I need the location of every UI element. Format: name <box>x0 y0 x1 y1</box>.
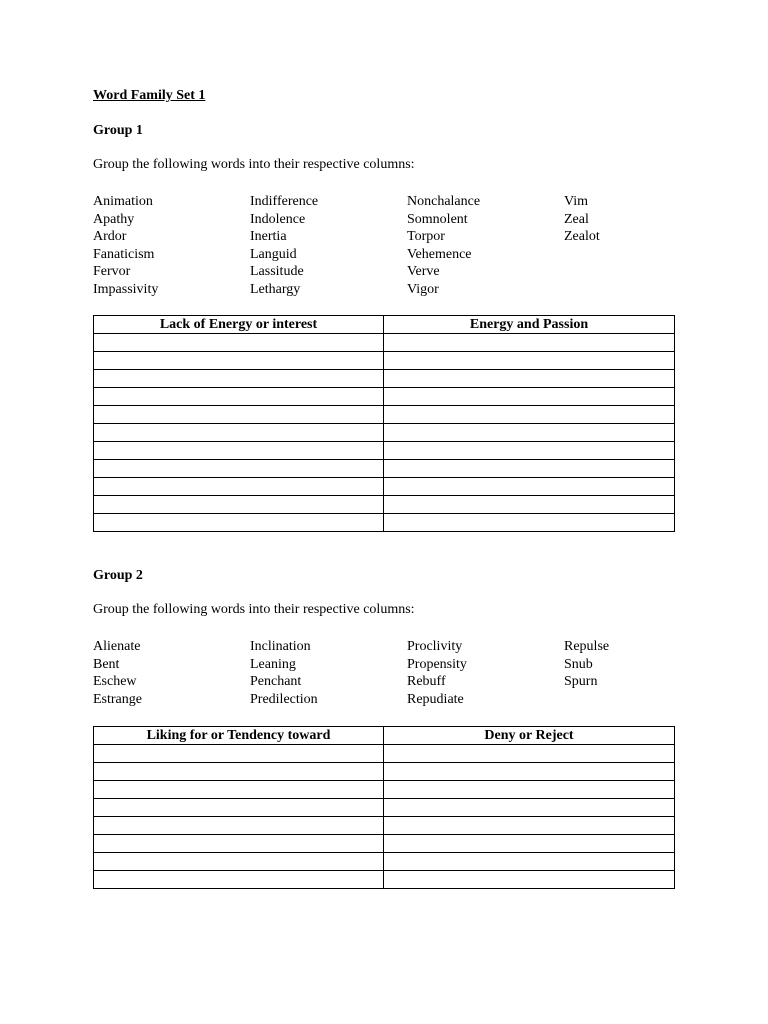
table-row <box>94 334 675 352</box>
answer-cell[interactable] <box>94 817 384 835</box>
answer-cell[interactable] <box>94 781 384 799</box>
answer-cell[interactable] <box>384 478 675 496</box>
answer-cell[interactable] <box>384 370 675 388</box>
word-list-item: Eschew <box>93 674 137 689</box>
word-list-item: Proclivity <box>407 639 463 654</box>
group-2-instruction: Group the following words into their respective columns: <box>93 602 415 617</box>
column-header-lack-of-energy: Lack of Energy or interest <box>94 316 384 334</box>
column-header-deny-or-reject: Deny or Reject <box>384 727 675 745</box>
word-list-item: Alienate <box>93 639 141 654</box>
word-list-item: Somnolent <box>407 211 468 227</box>
group-2-heading: Group 2 <box>93 568 143 583</box>
answer-cell[interactable] <box>384 817 675 835</box>
answer-cell[interactable] <box>94 406 384 424</box>
word-list-item: Impassivity <box>93 281 159 297</box>
group-1-answer-table <box>93 315 675 532</box>
answer-cell[interactable] <box>94 871 384 889</box>
table-row <box>94 460 675 478</box>
answer-cell[interactable] <box>384 424 675 442</box>
answer-cell[interactable] <box>384 799 675 817</box>
answer-cell[interactable] <box>94 835 384 853</box>
answer-cell[interactable] <box>384 442 675 460</box>
word-list-item: Vim <box>564 194 589 209</box>
word-list-item: Predilection <box>250 691 318 707</box>
answer-cell[interactable] <box>94 334 384 352</box>
word-list-item: Torpor <box>407 229 445 244</box>
table-row <box>94 388 675 406</box>
answer-cell[interactable] <box>384 406 675 424</box>
word-list-item: Nonchalance <box>407 194 481 209</box>
word-list-item: Indifference <box>250 194 319 209</box>
word-list-item: Leaning <box>250 656 296 672</box>
answer-cell[interactable] <box>384 388 675 406</box>
answer-cell[interactable] <box>384 514 675 532</box>
document-title: Word Family Set 1 <box>93 88 206 103</box>
group-1-heading: Group 1 <box>93 123 143 138</box>
word-list-item: Lethargy <box>250 281 301 297</box>
table-row <box>94 745 675 763</box>
answer-cell[interactable] <box>94 763 384 781</box>
column-header-liking-for-tendency: Liking for or Tendency toward <box>94 727 384 745</box>
word-list-item: Snub <box>564 656 593 672</box>
table-row <box>94 370 675 388</box>
answer-cell[interactable] <box>94 478 384 496</box>
answer-cell[interactable] <box>94 853 384 871</box>
word-list-empty-slot <box>564 691 693 709</box>
word-list-item: Ardor <box>93 229 127 244</box>
table-row <box>94 496 675 514</box>
answer-cell[interactable] <box>384 334 675 352</box>
answer-cell[interactable] <box>384 853 675 871</box>
word-list-empty-slot <box>564 263 693 281</box>
answer-cell[interactable] <box>94 424 384 442</box>
answer-cell[interactable] <box>384 745 675 763</box>
word-list-item: Vehemence <box>407 246 472 262</box>
word-list-item: Estrange <box>93 691 142 707</box>
answer-cell[interactable] <box>94 514 384 532</box>
table-header-row <box>94 727 675 745</box>
answer-cell[interactable] <box>384 835 675 853</box>
table-row <box>94 514 675 532</box>
table-row <box>94 406 675 424</box>
answer-cell[interactable] <box>384 352 675 370</box>
table-row <box>94 442 675 460</box>
word-list-item: Rebuff <box>407 674 446 689</box>
answer-cell[interactable] <box>384 763 675 781</box>
answer-cell[interactable] <box>384 781 675 799</box>
answer-cell[interactable] <box>94 496 384 514</box>
word-list-item: Inertia <box>250 229 287 244</box>
word-list-item: Bent <box>93 656 120 672</box>
word-list-item: Repudiate <box>407 691 464 707</box>
word-list-empty-slot <box>564 281 693 299</box>
table-row <box>94 763 675 781</box>
group-1-word-list <box>93 193 693 298</box>
table-row <box>94 424 675 442</box>
table-row <box>94 478 675 496</box>
word-list-item: Verve <box>407 264 440 279</box>
word-list-item: Repulse <box>564 639 610 654</box>
word-list-item: Indolence <box>250 211 306 227</box>
answer-cell[interactable] <box>384 496 675 514</box>
word-list-item: Zealot <box>564 229 600 244</box>
word-list-item: Fervor <box>93 264 131 279</box>
word-list-item: Vigor <box>407 281 439 297</box>
answer-cell[interactable] <box>94 745 384 763</box>
word-list-item: Inclination <box>250 639 311 654</box>
table-row <box>94 817 675 835</box>
column-header-energy-and-passion: Energy and Passion <box>384 316 675 334</box>
table-row <box>94 871 675 889</box>
answer-cell[interactable] <box>94 352 384 370</box>
table-row <box>94 799 675 817</box>
word-list-item: Propensity <box>407 656 467 672</box>
table-row <box>94 853 675 871</box>
word-list-item: Apathy <box>93 211 135 227</box>
table-header-row <box>94 316 675 334</box>
table-row <box>94 781 675 799</box>
word-list-item: Lassitude <box>250 264 304 279</box>
table-row <box>94 352 675 370</box>
word-list-item: Fanaticism <box>93 246 155 262</box>
group-2-answer-table <box>93 726 675 889</box>
answer-cell[interactable] <box>94 460 384 478</box>
group-1-instruction: Group the following words into their respective columns: <box>93 157 415 172</box>
answer-cell[interactable] <box>94 799 384 817</box>
group-2-word-list <box>93 638 693 708</box>
answer-cell[interactable] <box>94 370 384 388</box>
answer-cell[interactable] <box>384 871 675 889</box>
table-row <box>94 835 675 853</box>
word-list-item: Penchant <box>250 674 302 689</box>
answer-cell[interactable] <box>384 460 675 478</box>
word-list-item: Languid <box>250 246 297 262</box>
word-list-empty-slot <box>564 246 693 264</box>
word-list-item: Spurn <box>564 674 598 689</box>
answer-cell[interactable] <box>94 442 384 460</box>
word-list-item: Animation <box>93 194 153 209</box>
answer-cell[interactable] <box>94 388 384 406</box>
word-list-item: Zeal <box>564 211 589 227</box>
